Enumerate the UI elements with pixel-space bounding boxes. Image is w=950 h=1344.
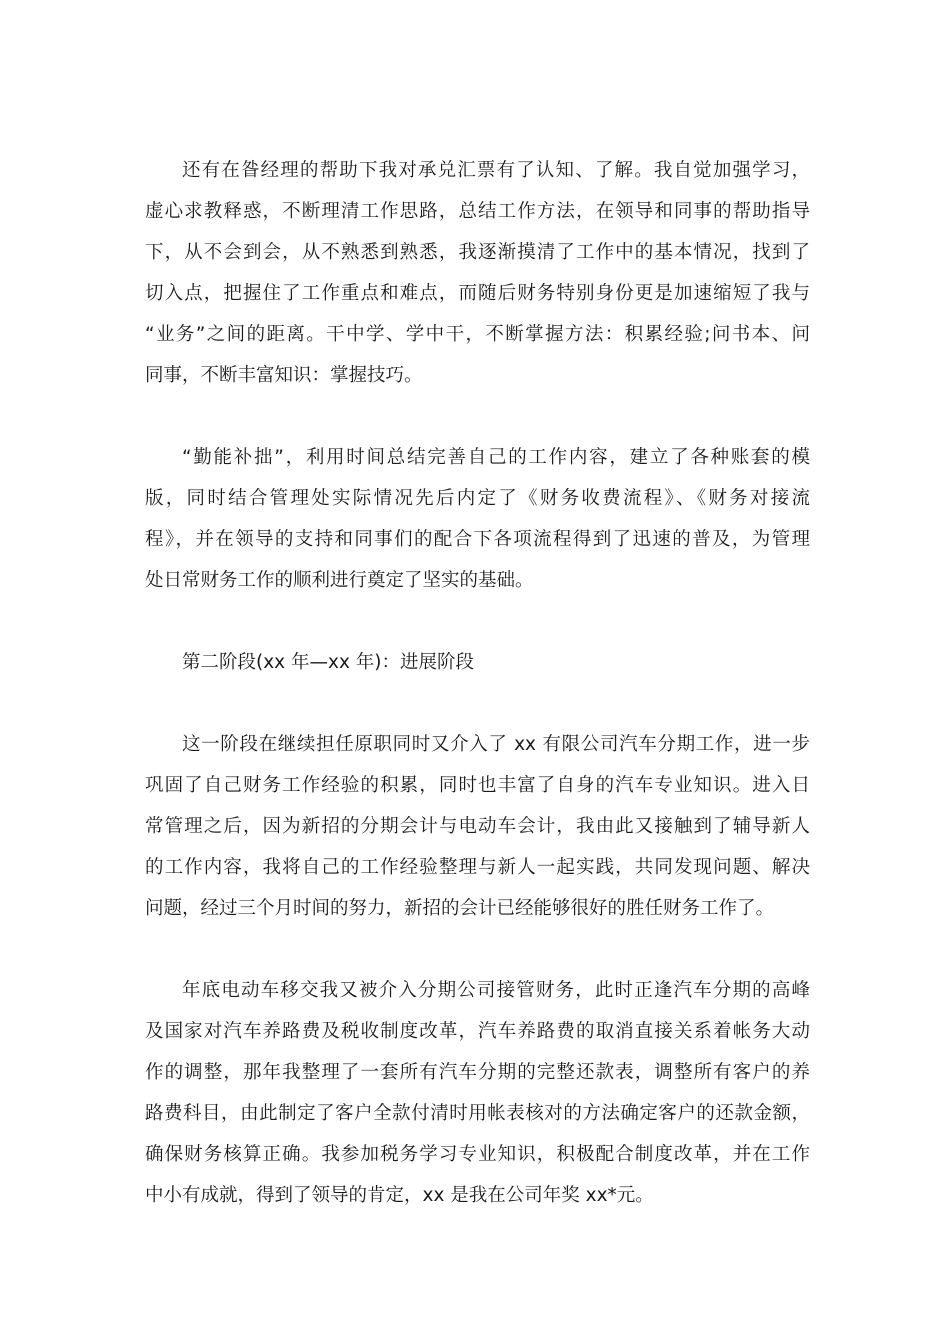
text-line: 虚心求教释惑，不断理清工作思路，总结工作方法，在领导和同事的帮助指导 [145,201,810,222]
text-line: 的工作内容，我将自己的工作经验整理与新人一起实践，共同发现问题、解决 [145,857,810,878]
text-line: 路费科目，由此制定了客户全款付清时用帐表核对的方法确定客户的还款金额， [145,1103,810,1124]
text-line: 巩固了自己财务工作经验的积累，同时也丰富了自身的汽车专业知识。进入日 [145,775,810,796]
text-line: 切入点，把握住了工作重点和难点，而随后财务特别身份更是加速缩短了我与 [145,283,810,304]
text-line: 这一阶段在继续担任原职同时又介入了 xx 有限公司汽车分期工作，进一步 [182,734,810,755]
text-line: 中小有成就，得到了领导的肯定，xx 是我在公司年奖 xx*元。 [145,1185,654,1206]
paragraph-4 [145,970,810,1216]
paragraph-2 [145,437,810,601]
section-heading: 第二阶段(xx 年—xx 年)：进展阶段 [182,652,474,673]
text-line: 问题，经过三个月时间的努力，新招的会计已经能够很好的胜任财务工作了。 [145,898,775,919]
text-line: 及国家对汽车养路费及税收制度改革，汽车养路费的取消直接关系着帐务大动 [145,1021,810,1042]
text-line: 作的调整，那年我整理了一套所有汽车分期的完整还款表，调整所有客户的养 [145,1062,810,1083]
text-line: “业务”之间的距离。干中学、学中干，不断掌握方法：积累经验;问书本、问 [145,324,810,345]
text-line: 年底电动车移交我又被介入分期公司接管财务，此时正逢汽车分期的高峰 [182,980,810,1001]
text-line: 还有在昝经理的帮助下我对承兑汇票有了认知、了解。我自觉加强学习， [182,160,810,181]
text-line: 确保财务核算正确。我参加税务学习专业知识，积极配合制度改革，并在工作 [145,1144,810,1165]
text-line: 常管理之后，因为新招的分期会计与电动车会计，我由此又接触到了辅导新人 [145,816,810,837]
document-page [145,150,810,1257]
text-line: “勤能补拙”，利用时间总结完善自己的工作内容，建立了各种账套的模 [182,447,810,468]
text-line: 版，同时结合管理处实际情况先后内定了《财务收费流程》、《财务对接流 [145,488,810,509]
text-line: 处日常财务工作的顺利进行奠定了坚实的基础。 [145,570,534,591]
text-line: 下，从不会到会，从不熟悉到熟悉，我逐渐摸清了工作中的基本情况，找到了 [145,242,810,263]
text-line: 同事，不断丰富知识：掌握技巧。 [145,365,423,386]
paragraph-1 [145,150,810,396]
text-line: 程》，并在领导的支持和同事们的配合下各项流程得到了迅速的普及，为管理 [145,529,810,550]
paragraph-3 [145,724,810,929]
